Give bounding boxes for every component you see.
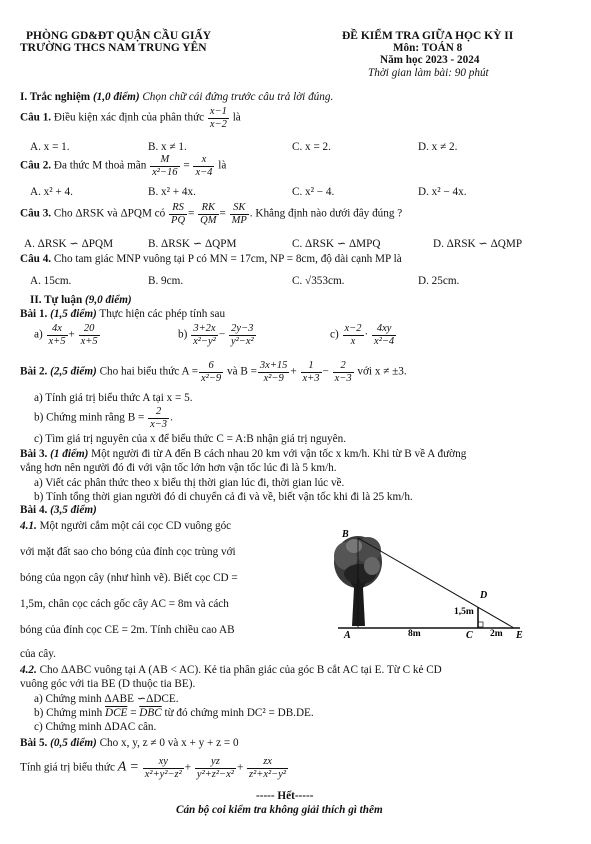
q3-f2n: RK [198, 202, 218, 215]
tree-trunk [350, 576, 367, 626]
bai1-b-frac1 [191, 323, 218, 347]
tree-figure [330, 526, 530, 642]
bai2-qb-num: 2 [148, 406, 169, 419]
bai4-p42-label: 4.2. [20, 664, 37, 676]
part2-points: (9,0 điểm) [85, 294, 132, 306]
bai2-points: (2,5 điểm) [50, 365, 97, 378]
bai3-line2: vắng hơn nên người đó đi với vận tốc lớn hơn vận tốc lúc đi là 5 km/h. [20, 462, 337, 474]
q4-label: Câu 4. [20, 253, 52, 265]
label-cd: 1,5m [454, 607, 474, 617]
bai1-c-label: c) [330, 328, 339, 341]
bai2-b-frac2 [301, 360, 322, 384]
bai1-a-frac2 [79, 323, 100, 347]
bai2-qb-text: b) Chứng minh rằng B = [34, 411, 145, 424]
exam-title: ĐỀ KIỂM TRA GIỮA HỌC KỲ II [342, 30, 514, 42]
q1-option-b: B. x ≠ 1. [148, 141, 187, 153]
q2-num2: x [193, 154, 214, 167]
q3-f1d: PQ [171, 214, 186, 226]
bai5-frac1 [143, 756, 184, 780]
q3-fraction-1 [169, 202, 187, 226]
bai1-a: a) $\frac{4x}{x+5}$ + $\frac{20}{x+5}$ [34, 323, 98, 347]
bai4-p42-line2: vuông góc với tia BE (D thuộc tia BE). [20, 678, 196, 690]
bai3-qb: b) Tính tổng thời gian người đó di chuyển cả đi và về, biết vận tốc khi đi là 25 km/h. [34, 491, 413, 503]
q4-option-a: A. 15cm. [30, 275, 72, 287]
q3-option-b: B. ΔRSK ∽ ΔQPM [148, 238, 237, 250]
footer-note: Cán bộ coi kiểm tra không giải thích gì thêm [176, 804, 383, 816]
bai2-text: Cho hai biểu thức A = [99, 365, 199, 378]
q3-stem: Câu 3. Cho ΔRSK và ΔPQM có $\frac{RS}{PQ}$ = $\frac{RK}{QM}$ = $\frac{SK}{MP}$ . Khẳng định nào dưới đây đúng ? [20, 202, 403, 226]
bai2-tail: với x ≠ ±3. [357, 365, 407, 378]
bai1-c-d1: x [350, 335, 356, 347]
bai1-text: Thực hiện các phép tính sau [99, 308, 226, 320]
bai2-b-n3: 2 [333, 360, 354, 373]
q1-num: x−1 [209, 106, 227, 117]
bai4-qb-eq: = [130, 707, 137, 719]
q2-fraction-1 [150, 154, 179, 178]
bai2-qc: c) Tìm giá trị nguyên của x để biểu thức C = A:B nhận giá trị nguyên. [34, 433, 346, 445]
q1-text: Điều kiện xác định của phân thức [53, 111, 205, 124]
bai2-b-d2: x+3 [302, 372, 320, 384]
bai1-b-n2: 2y−3 [229, 323, 256, 336]
part1-heading [20, 91, 333, 104]
q3-label: Câu 3. [20, 207, 52, 220]
bai3-stem [20, 448, 466, 461]
q3-option-c: C. ΔRSK ∽ ΔMPQ [292, 238, 381, 250]
bai2-qb: b) Chứng minh rằng B = $\frac{2}{x-3}$ . [34, 406, 173, 430]
bai4-heading [20, 504, 97, 517]
bai1-a-n2: 20 [79, 323, 100, 336]
bai4-p41-line5: bóng của đỉnh cọc CE = 2m. Tính chiều cao AB [20, 624, 235, 636]
bai1-b-d1: x²−y² [193, 335, 216, 347]
bai1-b-label: b) [178, 328, 188, 341]
bai2-qb-frac [148, 406, 169, 430]
bai5-frac3 [247, 756, 288, 780]
label-A: A [344, 630, 351, 641]
bai1-c-frac1 [343, 323, 364, 347]
q4-option-b: B. 9cm. [148, 275, 184, 287]
school-name: TRƯỜNG THCS NAM TRUNG YÊN [20, 42, 207, 54]
bai3-qa: a) Viết các phân thức theo x biểu thị thời gian lúc đi, thời gian lúc về. [34, 477, 345, 489]
bai2-mid: và B = [226, 365, 257, 378]
q2-option-b: B. x² + 4x. [148, 186, 196, 198]
q3-option-d: D. ΔRSK ∽ ΔQMP [433, 238, 523, 250]
bai4-qb-pre: b) Chứng minh [34, 707, 103, 719]
bai3-points: (1 điểm) [50, 448, 89, 460]
q1-stem [20, 106, 241, 130]
bai4-p42-line1 [20, 664, 442, 677]
dept-name: PHÒNG GD&ĐT QUẬN CẦU GIẤY [26, 30, 212, 42]
bai5-d2: y²+z²−x² [196, 768, 234, 780]
bai3-line1: Một người đi từ A đến B cách nhau 20 km với vận tốc x km/h. Khi từ B về A đường [91, 448, 467, 460]
bai1-label: Bài 1. [20, 308, 48, 320]
q2-text: Đa thức M thoả mãn [53, 159, 147, 172]
bai2-qb-den: x−3 [150, 418, 168, 430]
q4-text: Cho tam giác MNP vuông tại P có MN = 17cm, NP = 8cm, độ dài cạnh MP là [53, 253, 402, 265]
bai1-a-d2: x+5 [80, 335, 98, 347]
bai3-label: Bài 3. [20, 448, 48, 460]
bai2-a-frac [199, 360, 223, 384]
q1-tail: là [232, 111, 241, 124]
q3-text: Cho ΔRSK và ΔPQM có [53, 207, 166, 220]
part2-heading [30, 294, 132, 307]
label-ac: 8m [408, 629, 421, 639]
bai5-stem [20, 737, 239, 750]
bai2-b-n1: 3x+15 [259, 360, 288, 371]
q2-eq: = [183, 159, 190, 172]
bai1-b-d2: y²−x² [230, 335, 254, 347]
q3-fraction-2 [198, 202, 218, 226]
bai4-qb [34, 707, 314, 720]
bai1-b: b) $\frac{3+2x}{\text{x²−y²}}$ − $\frac{2y-3}{\text{y²−x²}}$ [178, 323, 254, 347]
part1-instruction: Chọn chữ cái đứng trước câu trả lời đúng. [142, 91, 334, 103]
bai2-a-num: 6 [199, 360, 223, 373]
bai5-d3: z²+x²−y² [249, 768, 287, 780]
bai2-b-frac1 [258, 360, 290, 384]
bai2-a-den: x²−9 [201, 372, 222, 384]
bai4-qa: a) Chứng minh ΔABE ∽ΔDCE. [34, 693, 179, 705]
bai4-label: Bài 4. [20, 504, 48, 516]
bai4-p42-text1: Cho ΔABC vuông tại A (AB < AC). Kẻ tia phân giác của góc B cắt AC tại E. Từ C kẻ CD [39, 664, 442, 676]
bai1-c-n2: 4xy [372, 323, 396, 336]
q4-option-c: C. √353cm. [292, 275, 345, 287]
bai1-heading [20, 308, 225, 321]
subject: Môn: TOÁN 8 [393, 42, 463, 54]
q2-option-c: C. x² − 4. [292, 186, 335, 198]
q2-label: Câu 2. [20, 159, 52, 172]
bai4-p41-label: 4.1. [20, 520, 37, 532]
bai1-b-frac2 [229, 323, 256, 347]
q2-den2: x−4 [195, 166, 213, 178]
q2-den1: x²−16 [152, 166, 178, 178]
bai5-points: (0,5 điểm) [50, 737, 97, 749]
bai5-n1: xy [143, 756, 184, 769]
bai2-stem: Bài 2. (2,5 điểm) Cho hai biểu thức A = $\frac{6}{\text{x²−9}}$ và B = $\frac{3x+15}{\text{x²−9}}$ + $\frac{1}{x+3}$ − $\frac{2}{x-3}$ với x ≠ ±3. [20, 360, 407, 384]
bai1-a-frac1 [47, 323, 68, 347]
q3-tail: . Khẳng định nào dưới đây đúng ? [249, 207, 403, 220]
label-D: D [480, 590, 488, 601]
q3-option-a: A. ΔRSK ∽ ΔPQM [24, 238, 114, 250]
q1-option-d: D. x ≠ 2. [418, 141, 458, 153]
bai4-p41-line6: của cây. [20, 648, 56, 660]
bai5-frac2 [195, 756, 236, 780]
q1-option-c: C. x = 2. [292, 141, 331, 153]
q3-f3d: MP [231, 214, 247, 226]
part1-points: (1,0 điểm) [92, 91, 140, 103]
bai2-qa: a) Tính giá trị biểu thức A tại x = 5. [34, 392, 193, 404]
label-B: B [342, 529, 349, 540]
bai5-label: Bài 5. [20, 737, 48, 749]
q3-f2d: QM [200, 214, 217, 226]
q2-num1: M [150, 154, 179, 167]
bai2-label: Bài 2. [20, 365, 48, 378]
bai1-c-n1: x−2 [344, 323, 362, 334]
bai5-expr-pre: Tính giá trị biểu thức [20, 761, 115, 774]
bai4-points: (3,5 điểm) [50, 504, 97, 516]
q3-fraction-3 [230, 202, 249, 226]
duration: Thời gian làm bài: 90 phút [368, 67, 489, 79]
bai5-n3: zx [247, 756, 288, 769]
end-marker: ----- Hết----- [256, 790, 314, 802]
bai4-p41-line3: bóng của ngọn cây (như hình vẽ). Biết cọc CD = [20, 572, 238, 584]
bai1-c-d2: x²−4 [374, 335, 395, 347]
school-year: Năm học 2023 - 2024 [380, 54, 480, 66]
bai1-c-frac2 [372, 323, 396, 347]
label-ce: 2m [490, 629, 503, 639]
q1-option-a: A. x = 1. [30, 141, 70, 153]
q1-fraction [208, 106, 229, 130]
bai4-qb-post: từ đó chứng minh DC² = DB.DE. [164, 707, 314, 719]
bai1-b-n1: 3+2x [191, 323, 218, 336]
bai5-n2: yz [195, 756, 236, 769]
bai4-p41-line1 [20, 520, 231, 533]
q2-fraction-2 [193, 154, 214, 178]
q2-option-a: A. x² + 4. [30, 186, 73, 198]
q2-option-d: D. x² − 4x. [418, 186, 467, 198]
bai4-p41-line2: với mặt đất sao cho bóng của đỉnh cọc trùng với [20, 546, 236, 558]
part1-title: I. Trắc nghiệm [20, 91, 91, 103]
bai5-text: Cho x, y, z ≠ 0 và x + y + z = 0 [99, 737, 239, 749]
bai5-expr: Tính giá trị biểu thức A = $\frac{xy}{\text{x²+y²−z²}}$ + $\frac{yz}{\text{y²+z²−x²}}$ + $\frac{zx}{\text{z²+x²−y²}}$ [20, 756, 287, 780]
q4-option-d: D. 25cm. [418, 275, 460, 287]
bai1-a-d1: x+5 [48, 335, 66, 347]
bai4-qc: c) Chứng minh ΔDAC cân. [34, 721, 157, 733]
bai2-b-d3: x−3 [334, 372, 352, 384]
q1-den: x−2 [209, 118, 227, 130]
q4-stem [20, 253, 402, 266]
label-E: E [516, 630, 523, 641]
bai4-qb-arc2: $\overline{DBC}$ [139, 707, 162, 719]
bai1-a-n1: 4x [47, 323, 68, 336]
bai1-points: (1,5 điểm) [50, 308, 97, 320]
line-BE [358, 538, 514, 628]
q3-f3n: SK [230, 202, 249, 215]
q2-tail: là [218, 159, 227, 172]
bai4-p41-text1: Một người cắm một cái cọc CD vuông góc [39, 520, 232, 532]
q3-f1n: RS [169, 202, 187, 215]
label-C: C [466, 630, 473, 641]
bai4-qb-arc1: $\overline{DCE}$ [105, 707, 128, 719]
bai2-b-n2: 1 [301, 360, 322, 373]
bai2-b-d1: x²−9 [263, 372, 284, 384]
bai5-A: A = [117, 759, 139, 775]
bai1-c: c) $\frac{x-2}{x}$ · $\frac{4xy}{\text{x²−4}}$ [330, 323, 395, 347]
bai2-b-frac3 [333, 360, 354, 384]
bai4-p41-line4: 1,5m, chân cọc cách gốc cây AC = 8m và cách [20, 598, 229, 610]
part2-title: II. Tự luận [30, 294, 83, 306]
bai5-d1: x²+y²−z² [144, 768, 182, 780]
q2-stem [20, 154, 226, 178]
q1-label: Câu 1. [20, 111, 52, 124]
bai1-a-label: a) [34, 328, 43, 341]
